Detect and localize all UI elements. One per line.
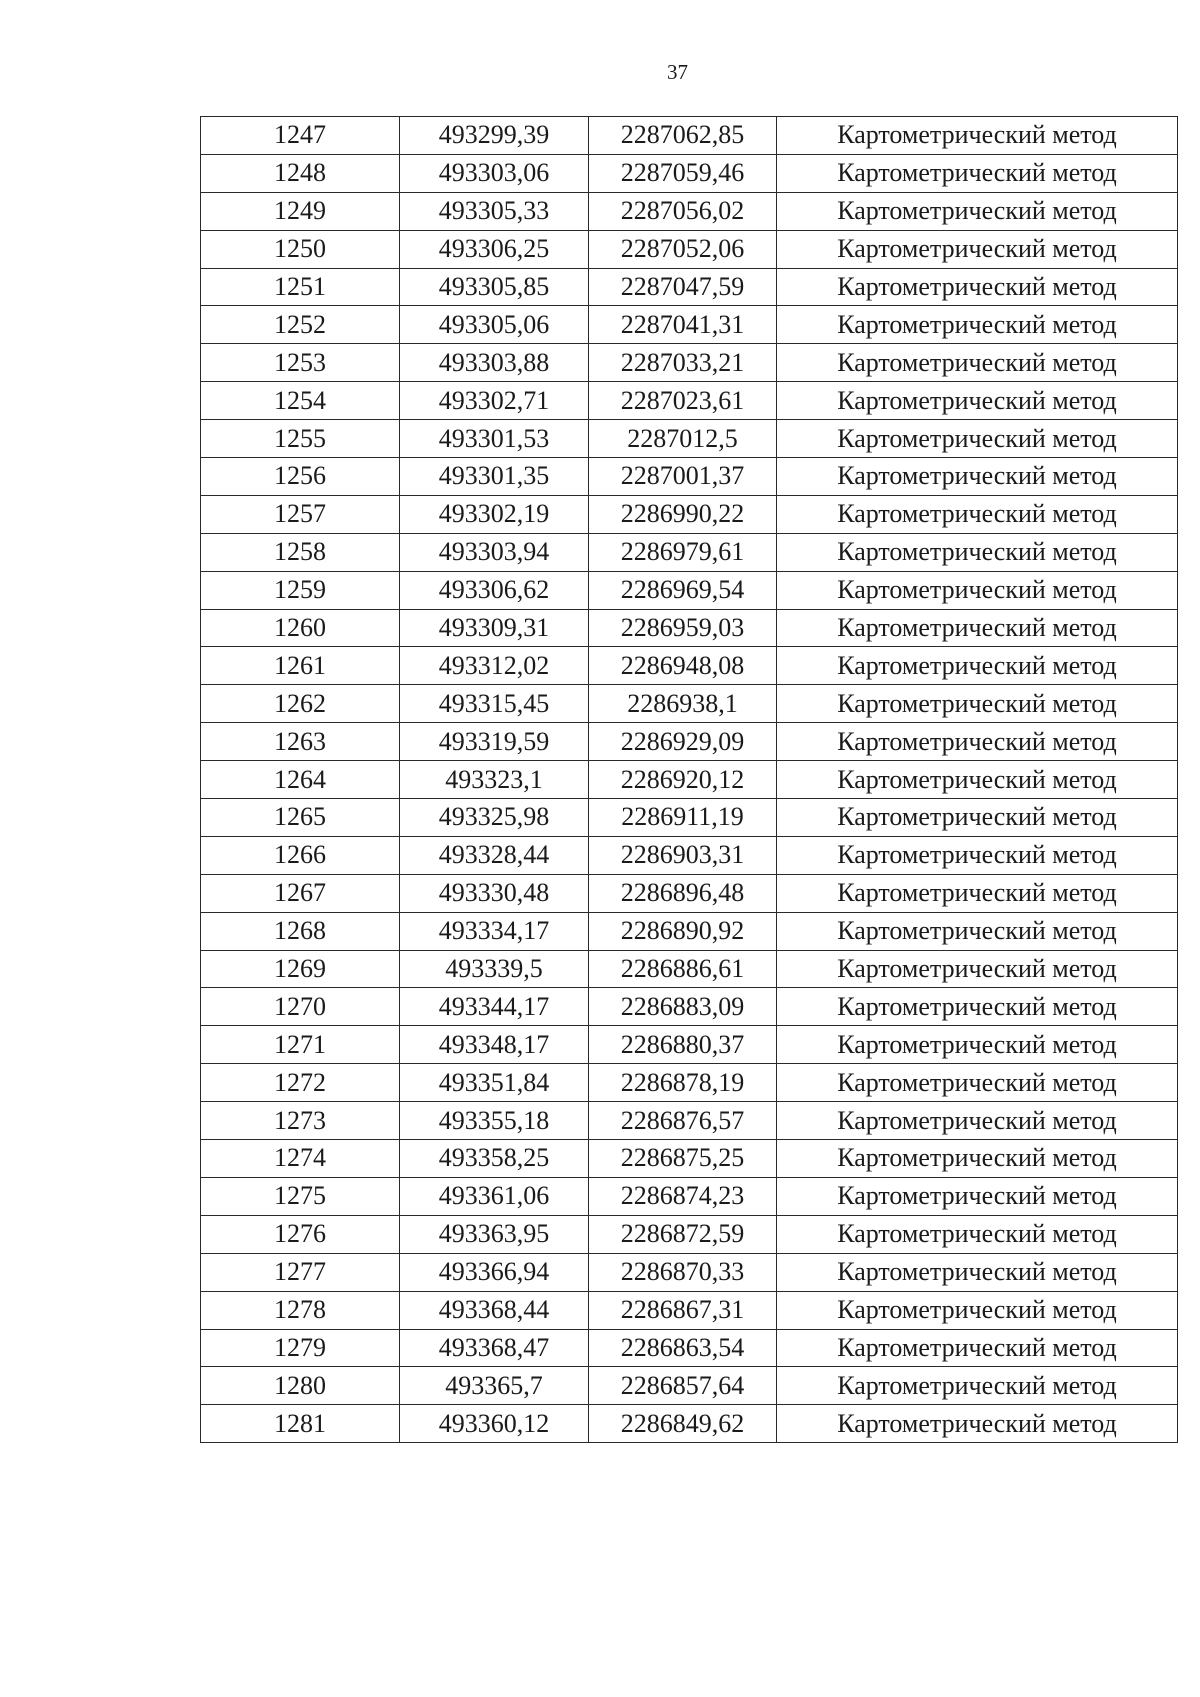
point-number-cell: 1275 <box>201 1177 400 1215</box>
x-coordinate-cell: 493323,1 <box>400 761 589 799</box>
y-coordinate-cell: 2286863,54 <box>589 1329 777 1367</box>
page-number: 37 <box>667 60 688 84</box>
table-row <box>201 836 1178 874</box>
table-row <box>201 1405 1178 1443</box>
table-row <box>201 154 1178 192</box>
point-number-cell: 1248 <box>201 154 400 192</box>
method-cell: Картометрический метод <box>777 230 1178 268</box>
method-cell: Картометрический метод <box>777 382 1178 420</box>
point-number-cell: 1274 <box>201 1140 400 1178</box>
method-cell: Картометрический метод <box>777 1026 1178 1064</box>
y-coordinate-cell: 2287033,21 <box>589 344 777 382</box>
x-coordinate-cell: 493334,17 <box>400 912 589 950</box>
x-coordinate-cell: 493303,88 <box>400 344 589 382</box>
y-coordinate-cell: 2287047,59 <box>589 268 777 306</box>
point-number-cell: 1254 <box>201 382 400 420</box>
table-row <box>201 1102 1178 1140</box>
y-coordinate-cell: 2286929,09 <box>589 723 777 761</box>
x-coordinate-cell: 493368,47 <box>400 1329 589 1367</box>
point-number-cell: 1249 <box>201 192 400 230</box>
y-coordinate-cell: 2287059,46 <box>589 154 777 192</box>
table-row <box>201 950 1178 988</box>
method-cell: Картометрический метод <box>777 685 1178 723</box>
y-coordinate-cell: 2286890,92 <box>589 912 777 950</box>
y-coordinate-cell: 2286969,54 <box>589 571 777 609</box>
point-number-cell: 1256 <box>201 458 400 496</box>
y-coordinate-cell: 2286849,62 <box>589 1405 777 1443</box>
method-cell: Картометрический метод <box>777 1215 1178 1253</box>
point-number-cell: 1267 <box>201 874 400 912</box>
method-cell: Картометрический метод <box>777 420 1178 458</box>
x-coordinate-cell: 493344,17 <box>400 988 589 1026</box>
point-number-cell: 1264 <box>201 761 400 799</box>
method-cell: Картометрический метод <box>777 1253 1178 1291</box>
x-coordinate-cell: 493363,95 <box>400 1215 589 1253</box>
table-row <box>201 1253 1178 1291</box>
y-coordinate-cell: 2286911,19 <box>589 799 777 837</box>
table-row <box>201 344 1178 382</box>
table-row <box>201 609 1178 647</box>
table-row <box>201 571 1178 609</box>
point-number-cell: 1262 <box>201 685 400 723</box>
method-cell: Картометрический метод <box>777 192 1178 230</box>
coordinates-table <box>200 116 1178 1443</box>
table-row <box>201 1026 1178 1064</box>
method-cell: Картометрический метод <box>777 1064 1178 1102</box>
y-coordinate-cell: 2287052,06 <box>589 230 777 268</box>
y-coordinate-cell: 2286867,31 <box>589 1291 777 1329</box>
x-coordinate-cell: 493366,94 <box>400 1253 589 1291</box>
point-number-cell: 1261 <box>201 647 400 685</box>
table-row <box>201 495 1178 533</box>
x-coordinate-cell: 493328,44 <box>400 836 589 874</box>
method-cell: Картометрический метод <box>777 912 1178 950</box>
point-number-cell: 1260 <box>201 609 400 647</box>
x-coordinate-cell: 493309,31 <box>400 609 589 647</box>
y-coordinate-cell: 2286874,23 <box>589 1177 777 1215</box>
table-row <box>201 268 1178 306</box>
table-row <box>201 306 1178 344</box>
y-coordinate-cell: 2287012,5 <box>589 420 777 458</box>
method-cell: Картометрический метод <box>777 306 1178 344</box>
method-cell: Картометрический метод <box>777 533 1178 571</box>
table-row <box>201 1215 1178 1253</box>
x-coordinate-cell: 493348,17 <box>400 1026 589 1064</box>
table-row <box>201 1177 1178 1215</box>
y-coordinate-cell: 2286857,64 <box>589 1367 777 1405</box>
method-cell: Картометрический метод <box>777 458 1178 496</box>
x-coordinate-cell: 493360,12 <box>400 1405 589 1443</box>
x-coordinate-cell: 493303,94 <box>400 533 589 571</box>
x-coordinate-cell: 493301,53 <box>400 420 589 458</box>
x-coordinate-cell: 493303,06 <box>400 154 589 192</box>
table-row <box>201 382 1178 420</box>
y-coordinate-cell: 2287056,02 <box>589 192 777 230</box>
method-cell: Картометрический метод <box>777 609 1178 647</box>
x-coordinate-cell: 493305,33 <box>400 192 589 230</box>
y-coordinate-cell: 2287041,31 <box>589 306 777 344</box>
x-coordinate-cell: 493361,06 <box>400 1177 589 1215</box>
table-row <box>201 533 1178 571</box>
point-number-cell: 1266 <box>201 836 400 874</box>
method-cell: Картометрический метод <box>777 988 1178 1026</box>
method-cell: Картометрический метод <box>777 874 1178 912</box>
y-coordinate-cell: 2286990,22 <box>589 495 777 533</box>
method-cell: Картометрический метод <box>777 1102 1178 1140</box>
x-coordinate-cell: 493319,59 <box>400 723 589 761</box>
y-coordinate-cell: 2286872,59 <box>589 1215 777 1253</box>
method-cell: Картометрический метод <box>777 950 1178 988</box>
point-number-cell: 1263 <box>201 723 400 761</box>
table-row <box>201 685 1178 723</box>
table-row <box>201 761 1178 799</box>
y-coordinate-cell: 2286896,48 <box>589 874 777 912</box>
point-number-cell: 1278 <box>201 1291 400 1329</box>
y-coordinate-cell: 2286878,19 <box>589 1064 777 1102</box>
point-number-cell: 1272 <box>201 1064 400 1102</box>
y-coordinate-cell: 2286959,03 <box>589 609 777 647</box>
method-cell: Картометрический метод <box>777 1405 1178 1443</box>
table-row <box>201 458 1178 496</box>
y-coordinate-cell: 2286886,61 <box>589 950 777 988</box>
x-coordinate-cell: 493306,25 <box>400 230 589 268</box>
y-coordinate-cell: 2286903,31 <box>589 836 777 874</box>
point-number-cell: 1269 <box>201 950 400 988</box>
point-number-cell: 1273 <box>201 1102 400 1140</box>
y-coordinate-cell: 2286948,08 <box>589 647 777 685</box>
table-row <box>201 1291 1178 1329</box>
table-row <box>201 230 1178 268</box>
point-number-cell: 1268 <box>201 912 400 950</box>
point-number-cell: 1251 <box>201 268 400 306</box>
y-coordinate-cell: 2286875,25 <box>589 1140 777 1178</box>
point-number-cell: 1271 <box>201 1026 400 1064</box>
point-number-cell: 1253 <box>201 344 400 382</box>
method-cell: Картометрический метод <box>777 799 1178 837</box>
x-coordinate-cell: 493325,98 <box>400 799 589 837</box>
point-number-cell: 1257 <box>201 495 400 533</box>
x-coordinate-cell: 493302,19 <box>400 495 589 533</box>
table-row <box>201 874 1178 912</box>
y-coordinate-cell: 2287001,37 <box>589 458 777 496</box>
y-coordinate-cell: 2286883,09 <box>589 988 777 1026</box>
table-row <box>201 1140 1178 1178</box>
x-coordinate-cell: 493302,71 <box>400 382 589 420</box>
method-cell: Картометрический метод <box>777 1329 1178 1367</box>
coordinates-table-body <box>201 117 1178 1443</box>
table-row <box>201 420 1178 458</box>
point-number-cell: 1247 <box>201 117 400 155</box>
point-number-cell: 1276 <box>201 1215 400 1253</box>
point-number-cell: 1250 <box>201 230 400 268</box>
x-coordinate-cell: 493330,48 <box>400 874 589 912</box>
x-coordinate-cell: 493368,44 <box>400 1291 589 1329</box>
x-coordinate-cell: 493351,84 <box>400 1064 589 1102</box>
point-number-cell: 1279 <box>201 1329 400 1367</box>
method-cell: Картометрический метод <box>777 647 1178 685</box>
method-cell: Картометрический метод <box>777 154 1178 192</box>
method-cell: Картометрический метод <box>777 1177 1178 1215</box>
point-number-cell: 1255 <box>201 420 400 458</box>
x-coordinate-cell: 493358,25 <box>400 1140 589 1178</box>
method-cell: Картометрический метод <box>777 723 1178 761</box>
method-cell: Картометрический метод <box>777 761 1178 799</box>
x-coordinate-cell: 493305,85 <box>400 268 589 306</box>
y-coordinate-cell: 2286920,12 <box>589 761 777 799</box>
x-coordinate-cell: 493301,35 <box>400 458 589 496</box>
method-cell: Картометрический метод <box>777 1140 1178 1178</box>
table-row <box>201 117 1178 155</box>
point-number-cell: 1281 <box>201 1405 400 1443</box>
x-coordinate-cell: 493365,7 <box>400 1367 589 1405</box>
x-coordinate-cell: 493312,02 <box>400 647 589 685</box>
y-coordinate-cell: 2287023,61 <box>589 382 777 420</box>
point-number-cell: 1252 <box>201 306 400 344</box>
y-coordinate-cell: 2287062,85 <box>589 117 777 155</box>
y-coordinate-cell: 2286979,61 <box>589 533 777 571</box>
y-coordinate-cell: 2286870,33 <box>589 1253 777 1291</box>
x-coordinate-cell: 493355,18 <box>400 1102 589 1140</box>
method-cell: Картометрический метод <box>777 495 1178 533</box>
x-coordinate-cell: 493299,39 <box>400 117 589 155</box>
table-row <box>201 647 1178 685</box>
x-coordinate-cell: 493315,45 <box>400 685 589 723</box>
y-coordinate-cell: 2286938,1 <box>589 685 777 723</box>
method-cell: Картометрический метод <box>777 344 1178 382</box>
y-coordinate-cell: 2286876,57 <box>589 1102 777 1140</box>
table-row <box>201 912 1178 950</box>
point-number-cell: 1280 <box>201 1367 400 1405</box>
point-number-cell: 1265 <box>201 799 400 837</box>
table-row <box>201 723 1178 761</box>
method-cell: Картометрический метод <box>777 836 1178 874</box>
table-row <box>201 1064 1178 1102</box>
method-cell: Картометрический метод <box>777 1291 1178 1329</box>
x-coordinate-cell: 493306,62 <box>400 571 589 609</box>
table-row <box>201 799 1178 837</box>
table-row <box>201 988 1178 1026</box>
table-row <box>201 1329 1178 1367</box>
method-cell: Картометрический метод <box>777 571 1178 609</box>
point-number-cell: 1270 <box>201 988 400 1026</box>
point-number-cell: 1277 <box>201 1253 400 1291</box>
x-coordinate-cell: 493339,5 <box>400 950 589 988</box>
table-row <box>201 1367 1178 1405</box>
method-cell: Картометрический метод <box>777 1367 1178 1405</box>
x-coordinate-cell: 493305,06 <box>400 306 589 344</box>
method-cell: Картометрический метод <box>777 268 1178 306</box>
y-coordinate-cell: 2286880,37 <box>589 1026 777 1064</box>
table-row <box>201 192 1178 230</box>
method-cell: Картометрический метод <box>777 117 1178 155</box>
point-number-cell: 1259 <box>201 571 400 609</box>
point-number-cell: 1258 <box>201 533 400 571</box>
